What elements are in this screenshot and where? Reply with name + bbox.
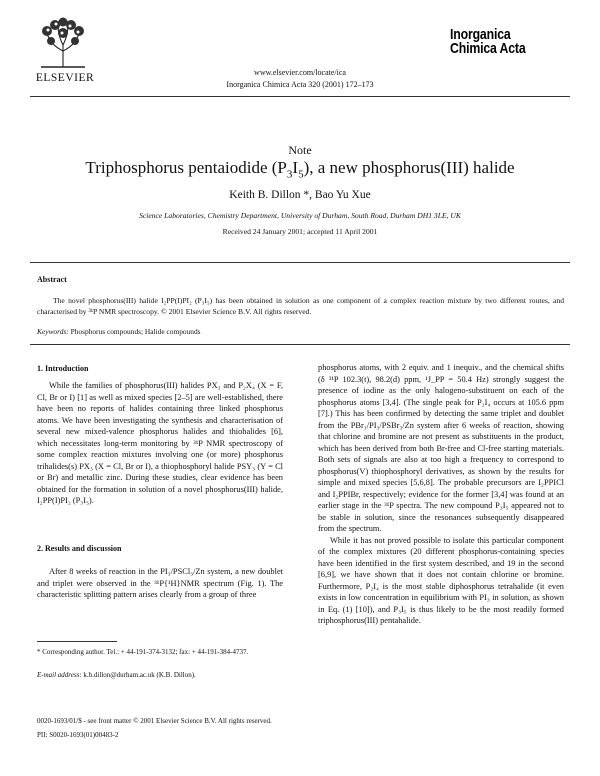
footnote-rule	[37, 641, 117, 642]
received-dates: Received 24 January 2001; accepted 11 April 2001	[222, 227, 378, 236]
footnote-email: E-mail address: k.b.dillon@durham.ac.uk (K.B. Dillon).	[37, 671, 196, 679]
abstract-top-rule	[30, 262, 570, 263]
keywords-label: Keywords:	[37, 327, 69, 336]
right-paragraph-1: phosphorus atoms, with 2 equiv. and 1 inequiv., and the chemical shifts (δ ³¹P 102.3(t), 98.2(d) ppm, ¹J_PP = 50.4 Hz) strongly suggest the presence of iodine as the only halogeno-substituent on each of the phosphorus atoms [3,4]. (The single peak for P₂I₄ occurs at 105.6 ppm [7].) This has been confirmed by detecting the same triplet and doublet from the PBr₃/PI₃/PSBr₃/Zn system after 6 weeks of reaction, showing that chlorine and bromine are not present as substituents in the product, which has been derived from both Br-free and Cl-free starting materials. Both sets of signals are also at too high a frequency to correspond to phosphorus(V) thiophosphoryl derivatives, as shown by the results for simple and mixed species [5,6,8]. The probable precursors are I₂PPICl and I₂PPIBr, respectively; evidence for the former [3,4] was found at an earlier stage in the ³¹P spectra. The new compound P₃I₅ appeared not to be stable in solution, since the resonances subsequently disappeared from the spectrum.	[318, 363, 564, 533]
journal-citation: Inorganica Chimica Acta 320 (2001) 172–173	[226, 80, 374, 89]
results-heading: 2. Results and discussion	[37, 544, 122, 553]
journal-url[interactable]: www.elsevier.com/locate/ica	[254, 68, 346, 77]
email-link[interactable]: k.b.dillon@durham.ac.uk (K.B. Dillon).	[81, 671, 196, 679]
journal-logo	[450, 28, 544, 56]
keywords	[37, 327, 201, 336]
journal-logo-line2: Chimica Acta	[450, 40, 526, 57]
publisher-name: ELSEVIER	[35, 72, 95, 84]
abstract-heading: Abstract	[37, 275, 67, 284]
article-title: Triphosphorus pentaiodide $(P_3I_5)$, a new phosphorus(III) halide	[85, 158, 515, 181]
journal-logo-line1: Inorganica	[450, 26, 511, 43]
right-paragraph-2: While it has not proved possible to isolate this particular component of the complex mixtures (20 different phosphorus-containing species have been identified in the first system described, and 19 in the second [6,9], we have shown that it does not contain chlorine or bromine. Furthermore, P₂I₄ is the most stable diphosphorus tetrahalide (it even exists in low concentration in equilibrium with PI₃ in solution, as shown in Eq. (1) [10]), and P₃I₅ is thus likely to be the most readily formed triphosphorus(III) pentahalide.	[318, 535, 564, 625]
header-rule	[30, 96, 570, 97]
right-column	[318, 362, 564, 627]
abstract-text: The novel phosphorus(III) halide I₂PP(I)PI₂ (P₃I₅) has been obtained in solution as one component of a complex reaction mixture by two different routes, and characterised by ³¹P NMR spectroscopy. © 2001 Elsevier Science B.V. All rights reserved.	[37, 296, 564, 316]
keywords-text: Phosphorus compounds; Halide compounds	[68, 327, 201, 336]
footnote-corresponding: * Corresponding author. Tel.: + 44-191-374-3132; fax: + 44-191-384-4737.	[37, 648, 249, 656]
authors: Keith B. Dillon *, Bao Yu Xue	[229, 189, 371, 201]
article-type: Note	[288, 143, 312, 157]
intro-heading: 1. Introduction	[37, 364, 89, 373]
issn-line: 0020-1693/01/$ - see front matter © 2001 Elsevier Science B.V. All rights reserved.	[37, 717, 272, 725]
abstract-bottom-rule	[30, 344, 570, 345]
intro-paragraph: While the families of phosphorus(III) halides PX₃ and P₂X₄ (X = F, Cl, Br or I) [1] as well as mixed species [2–5] are well-established, there have been no reports of halides containing three linked phosphorus atoms. We have been investigating the synthesis and characterisation of several new mixed-valence phosphorus halides and thiohalides [6], which necessitates long-term monitoring by ³¹P NMR spectroscopy of some complex reaction mixtures involving one (or more) phosphorus trihalides(s) PX₃ (X = Cl, Br or I), a thiophosphoryl halide PSY₃ (Y = Cl or Br) and metallic zinc. During these studies, clear evidence has been obtained for the formation in solution of a novel phosphorus(III) halide, I₂PP(I)PI₂ (P₃I₅).	[37, 381, 283, 505]
pii-line: PII: S0020-1693(01)00483-2	[37, 731, 119, 739]
affiliation: Science Laboratories, Chemistry Department, University of Durham, South Road, Durham DH1 3LE, UK	[139, 211, 461, 220]
results-paragraph: After 8 weeks of reaction in the PI₃/PSCl₃/Zn system, a new doublet and triplet were observed in the ³¹P{¹H}NMR spectrum (Fig. 1). The characteristic splitting pattern arises clearly from a group of three	[37, 567, 283, 599]
elsevier-tree-logo	[37, 17, 89, 69]
